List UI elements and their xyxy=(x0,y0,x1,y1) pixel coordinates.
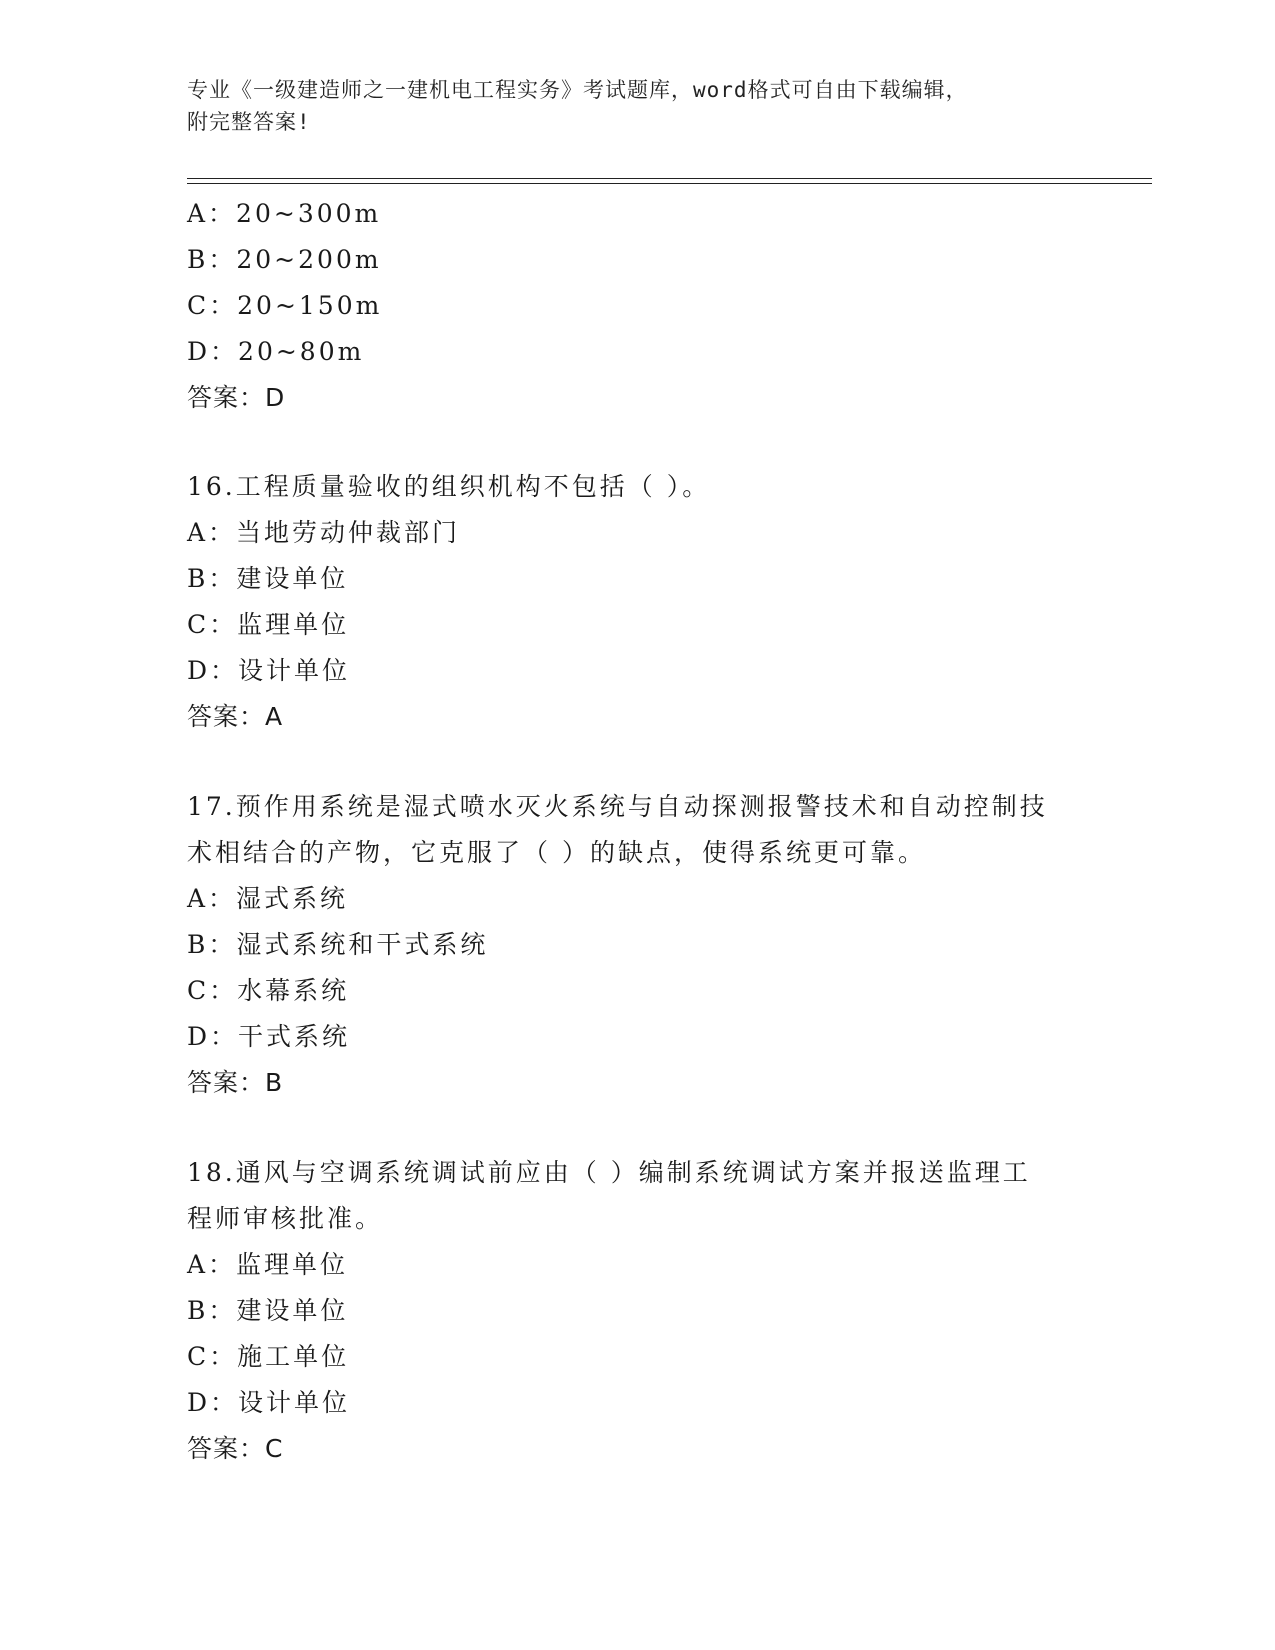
q16-option-d: D：设计单位 xyxy=(187,656,351,685)
q16-answer: 答案：A xyxy=(187,702,284,731)
q16-stem-line-1: 16.工程质量验收的组织机构不包括（ ）。 xyxy=(187,472,711,501)
q17-option-a: A：湿式系统 xyxy=(187,884,349,913)
q18-option-d: D：设计单位 xyxy=(187,1388,351,1417)
header-divider-bottom xyxy=(187,183,1152,184)
document-header xyxy=(187,74,1067,138)
q17-stem-line-1: 17.预作用系统是湿式喷水灭火系统与自动探测报警技术和自动控制技 xyxy=(187,792,1048,821)
q17-answer: 答案：B xyxy=(187,1068,284,1097)
q17-option-b: B：湿式系统和干式系统 xyxy=(187,930,489,959)
q16-option-a: A：当地劳动仲裁部门 xyxy=(187,518,461,547)
header-line-2: 附完整答案! xyxy=(187,110,311,134)
q17-stem-line-2: 术相结合的产物，它克服了（ ）的缺点，使得系统更可靠。 xyxy=(187,838,926,867)
q16-option-c: C：监理单位 xyxy=(187,610,350,639)
q15-option-c: C：20~150m xyxy=(187,291,383,320)
q15-option-b: B：20~200m xyxy=(187,245,382,274)
header-divider-top xyxy=(187,178,1152,179)
q18-option-a: A：监理单位 xyxy=(187,1250,349,1279)
q17-option-d: D：干式系统 xyxy=(187,1022,351,1051)
q15-answer: 答案：D xyxy=(187,383,286,412)
q18-stem-line-1: 18.通风与空调系统调试前应由（ ）编制系统调试方案并报送监理工 xyxy=(187,1158,1031,1187)
q18-stem-line-2: 程师审核批准。 xyxy=(187,1204,384,1233)
q15-option-a: A：20~300m xyxy=(187,199,382,228)
header-line-1: 专业《一级建造师之一建机电工程实务》考试题库，word格式可自由下载编辑， xyxy=(187,78,968,102)
q18-answer: 答案：C xyxy=(187,1434,284,1463)
q15-option-d: D：20~80m xyxy=(187,337,365,366)
q16-option-b: B：建设单位 xyxy=(187,564,349,593)
q18-option-b: B：建设单位 xyxy=(187,1296,349,1325)
q18-option-c: C：施工单位 xyxy=(187,1342,350,1371)
q17-option-c: C：水幕系统 xyxy=(187,976,350,1005)
